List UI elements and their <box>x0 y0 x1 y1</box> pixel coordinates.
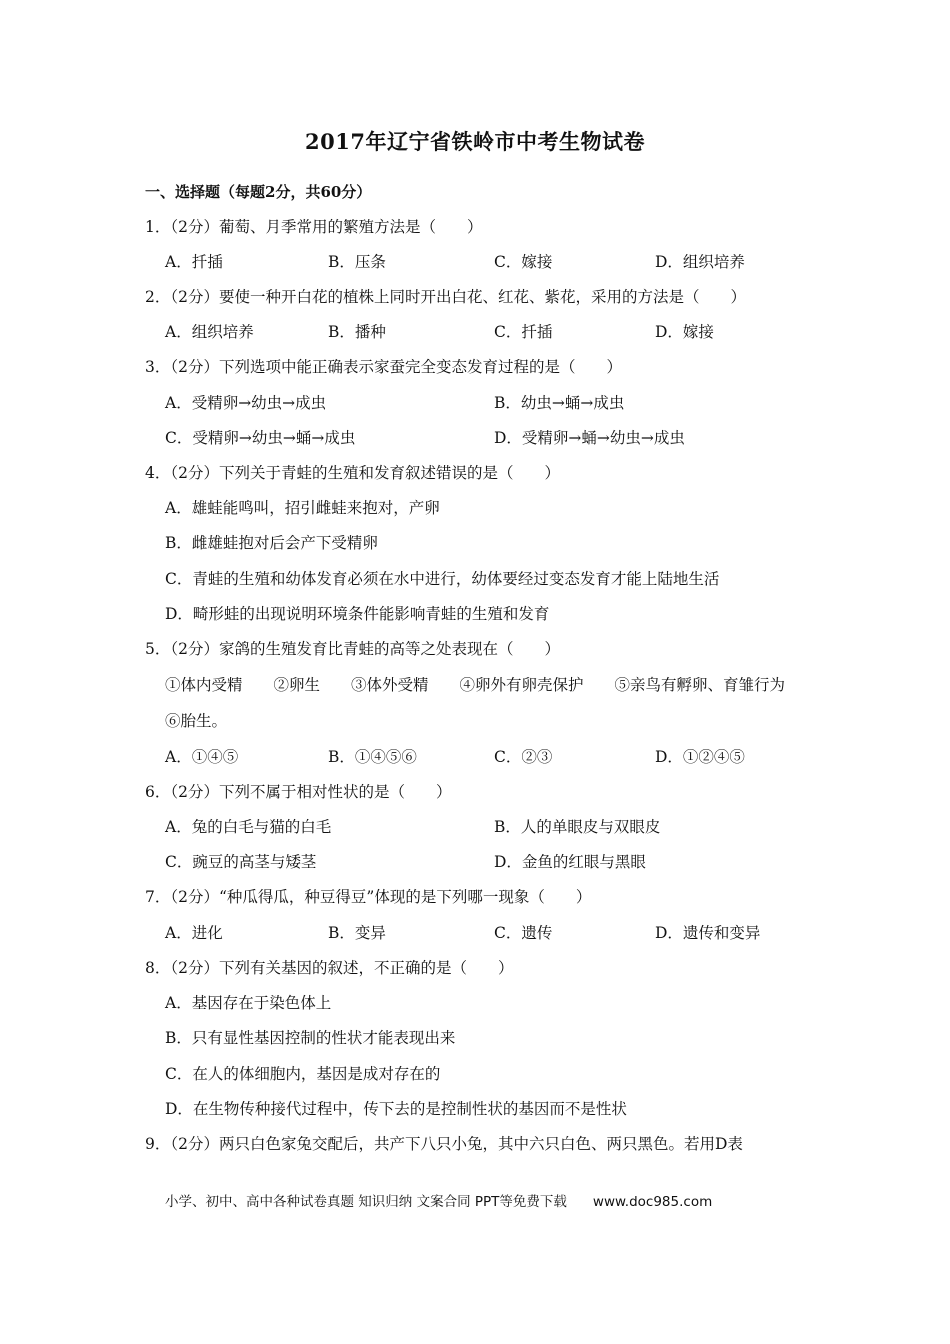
section-heading: 一、选择题（每题2分，共60分） <box>145 183 372 201</box>
question-3-option-b: B．幼虫→蛹→成虫 <box>494 394 625 412</box>
question-8-option-d: D．在生物传种接代过程中，传下去的是控制性状的基因而不是性状 <box>165 1100 627 1118</box>
question-5-option-c: C．②③ <box>494 748 553 766</box>
question-6-option-d: D．金鱼的红眼与黑眼 <box>494 853 646 871</box>
page-title: 2017年辽宁省铁岭市中考生物试卷 <box>305 129 645 154</box>
footer-text: 小学、初中、高中各种试卷真题 知识归纳 文案合同 PPT等免费下载 <box>165 1194 567 1210</box>
question-1-option-b: B．压条 <box>328 253 386 271</box>
question-2-option-d: D．嫁接 <box>655 323 714 341</box>
question-5-items-line-1: ①体内受精 ②卵生 ③体外受精 ④卵外有卵壳保护 ⑤亲鸟有孵卵、育雏行为 <box>165 676 786 694</box>
question-6-stem: 6．（2分）下列不属于相对性状的是（ ） <box>145 783 452 801</box>
question-4-option-c: C．青蛙的生殖和幼体发育必须在水中进行，幼体要经过变态发育才能上陆地生活 <box>165 570 720 588</box>
question-1-stem: 1．（2分）葡萄、月季常用的繁殖方法是（ ） <box>145 218 483 236</box>
question-5-stem: 5．（2分）家鸽的生殖发育比青蛙的高等之处表现在（ ） <box>145 640 560 658</box>
question-8-option-b: B．只有显性基因控制的性状才能表现出来 <box>165 1029 456 1047</box>
question-6-option-b: B．人的单眼皮与双眼皮 <box>494 818 661 836</box>
question-5-option-d: D．①②④⑤ <box>655 748 745 766</box>
question-6-option-a: A．兔的白毛与猫的白毛 <box>165 818 332 836</box>
question-5-option-b: B．①④⑤⑥ <box>328 748 417 766</box>
question-4-option-d: D．畸形蛙的出现说明环境条件能影响青蛙的生殖和发育 <box>165 605 550 623</box>
page-footer <box>165 1190 712 1210</box>
question-7-option-c: C．遗传 <box>494 924 553 942</box>
question-7-option-a: A．进化 <box>165 924 223 942</box>
question-7-option-d: D．遗传和变异 <box>655 924 761 942</box>
question-8-option-a: A．基因存在于染色体上 <box>165 994 332 1012</box>
question-1-option-d: D．组织培养 <box>655 253 745 271</box>
question-4-option-a: A．雄蛙能鸣叫，招引雌蛙来抱对，产卵 <box>165 499 440 517</box>
question-6-option-c: C．豌豆的高茎与矮茎 <box>165 853 317 871</box>
question-2-option-b: B．播种 <box>328 323 386 341</box>
question-3-option-c: C．受精卵→幼虫→蛹→成虫 <box>165 429 356 447</box>
question-1-option-c: C．嫁接 <box>494 253 553 271</box>
footer-url[interactable]: www.doc985.com <box>592 1194 713 1210</box>
question-5-option-a: A．①④⑤ <box>165 748 239 766</box>
question-3-option-a: A．受精卵→幼虫→成虫 <box>165 394 327 412</box>
question-9-stem: 9．（2分）两只白色家兔交配后，共产下八只小兔，其中六只白色、两只黑色。若用D表 <box>145 1135 743 1153</box>
question-2-stem: 2．（2分）要使一种开白花的植株上同时开出白花、红花、紫花，采用的方法是（ ） <box>145 288 746 306</box>
question-7-stem: 7．（2分）“种瓜得瓜，种豆得豆”体现的是下列哪一现象（ ） <box>145 888 592 906</box>
question-2-option-a: A．组织培养 <box>165 323 254 341</box>
question-2-option-c: C．扦插 <box>494 323 553 341</box>
question-8-stem: 8．（2分）下列有关基因的叙述，不正确的是（ ） <box>145 959 514 977</box>
question-5-items-line-2: ⑥胎生。 <box>165 712 228 730</box>
question-3-option-d: D．受精卵→蛹→幼虫→成虫 <box>494 429 685 447</box>
question-8-option-c: C．在人的体细胞内，基因是成对存在的 <box>165 1065 441 1083</box>
question-4-stem: 4．（2分）下列关于青蛙的生殖和发育叙述错误的是（ ） <box>145 464 560 482</box>
question-4-option-b: B．雌雄蛙抱对后会产下受精卵 <box>165 534 378 552</box>
question-1-option-a: A．扦插 <box>165 253 223 271</box>
question-3-stem: 3．（2分）下列选项中能正确表示家蚕完全变态发育过程的是（ ） <box>145 358 622 376</box>
question-7-option-b: B．变异 <box>328 924 386 942</box>
